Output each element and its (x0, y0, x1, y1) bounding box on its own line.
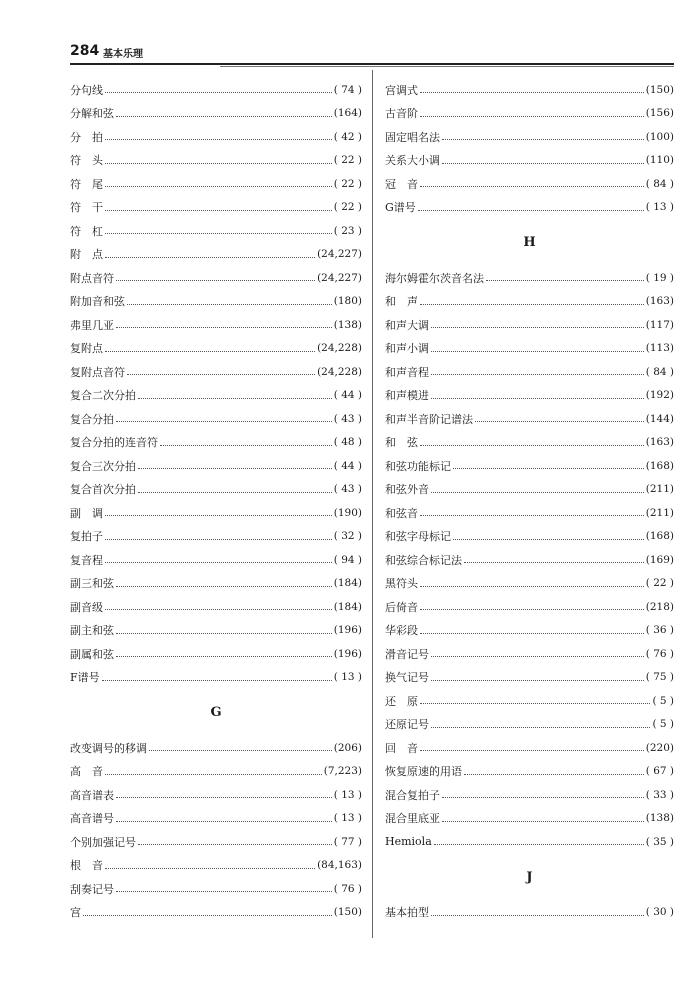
index-entry (385, 431, 674, 455)
index-term: 符 头 (70, 154, 103, 168)
index-entry (70, 877, 362, 901)
page-reference: (24,227) (317, 248, 362, 261)
index-group-j (385, 901, 674, 925)
dot-leader (116, 327, 332, 328)
dot-leader (453, 539, 644, 540)
index-entry (70, 666, 362, 690)
index-term: F谱号 (70, 671, 100, 685)
index-entry (70, 360, 362, 384)
page-reference: ( 13 ) (333, 788, 362, 801)
index-term: 符 尾 (70, 177, 103, 191)
index-term: 附点音符 (70, 271, 114, 285)
page-reference: ( 67 ) (645, 765, 674, 778)
index-entry (385, 266, 674, 290)
page-reference: (24,228) (317, 365, 362, 378)
page-reference: (24,228) (317, 342, 362, 355)
header-rule-thin (220, 66, 674, 67)
index-term: 复附点 (70, 342, 103, 356)
index-term: 复合三次分拍 (70, 459, 136, 473)
page-reference: ( 22 ) (333, 201, 362, 214)
page-reference: ( 32 ) (333, 530, 362, 543)
index-term: 弗里几亚 (70, 318, 114, 332)
index-term: 滑音记号 (385, 647, 429, 661)
page-reference: ( 13 ) (333, 671, 362, 684)
index-term: 复合分拍的连音符 (70, 436, 158, 450)
page-reference: (117) (645, 318, 674, 331)
page-reference: ( 76 ) (333, 882, 362, 895)
dot-leader (420, 703, 650, 704)
index-entry (70, 407, 362, 431)
index-entry (70, 760, 362, 784)
index-term: 复音程 (70, 553, 103, 567)
page-reference: (192) (645, 389, 674, 402)
index-group-f (70, 78, 362, 689)
index-entry (385, 149, 674, 173)
index-entry (70, 830, 362, 854)
page-reference: (180) (333, 295, 362, 308)
index-term: 黑符头 (385, 577, 418, 591)
index-term: 和弦综合标记法 (385, 553, 462, 567)
dot-leader (420, 633, 644, 634)
index-entry (70, 125, 362, 149)
page-reference: ( 13 ) (645, 201, 674, 214)
dot-leader (138, 844, 332, 845)
index-entry (70, 78, 362, 102)
dot-leader (138, 492, 332, 493)
page-reference: (24,227) (317, 271, 362, 284)
dot-leader (442, 139, 644, 140)
index-entry (70, 149, 362, 173)
index-entry (385, 760, 674, 784)
index-entry (385, 78, 674, 102)
index-entry (385, 736, 674, 760)
index-entry (385, 196, 674, 220)
index-term: 附 点 (70, 248, 103, 262)
dot-leader (102, 680, 332, 681)
dot-leader (442, 163, 644, 164)
index-term: 换气记号 (385, 671, 429, 685)
index-term: 关系大小调 (385, 154, 440, 168)
dot-leader (105, 609, 332, 610)
index-term: 复合分拍 (70, 412, 114, 426)
page-reference: (144) (645, 412, 674, 425)
header-rule (70, 63, 674, 65)
dot-leader (105, 562, 332, 563)
index-entry (70, 619, 362, 643)
dot-leader (105, 139, 332, 140)
page-reference: (168) (645, 459, 674, 472)
index-term: 副主和弦 (70, 624, 114, 638)
page-reference: (113) (645, 342, 674, 355)
dot-leader (431, 656, 644, 657)
dot-leader (105, 351, 315, 352)
index-entry (70, 548, 362, 572)
index-term: 高音谱号 (70, 812, 114, 826)
index-term: 高 音 (70, 765, 103, 779)
index-term: 海尔姆霍尔茨音名法 (385, 271, 484, 285)
index-term: 宫调式 (385, 83, 418, 97)
index-entry (385, 830, 674, 854)
page-reference: ( 43 ) (333, 412, 362, 425)
page-reference: ( 44 ) (333, 459, 362, 472)
dot-leader (431, 398, 644, 399)
index-entry (385, 595, 674, 619)
index-entry (70, 243, 362, 267)
index-term: 混合复拍子 (385, 788, 440, 802)
dot-leader (420, 186, 644, 187)
page-reference: ( 36 ) (645, 624, 674, 637)
page-reference: ( 19 ) (645, 271, 674, 284)
index-term: 分句线 (70, 83, 103, 97)
index-column-left (70, 78, 362, 924)
index-term: 固定唱名法 (385, 130, 440, 144)
index-entry (385, 783, 674, 807)
index-term: 复合首次分拍 (70, 483, 136, 497)
index-entry (70, 736, 362, 760)
dot-leader (138, 468, 332, 469)
dot-leader (116, 797, 332, 798)
index-entry (70, 337, 362, 361)
page-reference: ( 94 ) (333, 553, 362, 566)
index-term: 个别加强记号 (70, 835, 136, 849)
index-term: 附加音和弦 (70, 295, 125, 309)
page-reference: ( 35 ) (645, 835, 674, 848)
page-reference: (184) (333, 577, 362, 590)
book-title: 基本乐理 (103, 49, 143, 60)
index-entry (70, 290, 362, 314)
page-reference: (196) (333, 624, 362, 637)
page-reference: ( 48 ) (333, 436, 362, 449)
dot-leader (431, 727, 650, 728)
index-entry (385, 548, 674, 572)
dot-leader (420, 609, 644, 610)
page-reference: ( 33 ) (645, 788, 674, 801)
index-term: 副三和弦 (70, 577, 114, 591)
index-term: 分 拍 (70, 130, 103, 144)
page-reference: ( 43 ) (333, 483, 362, 496)
index-entry (385, 807, 674, 831)
index-term: Hemiola (385, 835, 432, 849)
dot-leader (116, 821, 332, 822)
dot-leader (434, 844, 644, 845)
dot-leader (138, 398, 332, 399)
index-entry (70, 595, 362, 619)
page-reference: (220) (645, 741, 674, 754)
index-term: 古音阶 (385, 107, 418, 121)
index-entry (385, 337, 674, 361)
index-entry (70, 525, 362, 549)
index-entry (70, 854, 362, 878)
column-divider (372, 70, 373, 938)
index-entry (385, 125, 674, 149)
running-header (70, 43, 674, 65)
index-entry (70, 807, 362, 831)
index-term: 复合二次分拍 (70, 389, 136, 403)
page-reference: ( 76 ) (645, 647, 674, 660)
index-entry (385, 407, 674, 431)
dot-leader (453, 468, 644, 469)
index-term: 根 音 (70, 859, 103, 873)
dot-leader (420, 445, 644, 446)
index-entry (385, 525, 674, 549)
dot-leader (431, 915, 644, 916)
index-entry (70, 642, 362, 666)
page-reference: (211) (645, 483, 674, 496)
index-term: 改变调号的移调 (70, 741, 147, 755)
page-reference: ( 22 ) (333, 154, 362, 167)
dot-leader (105, 163, 332, 164)
index-term: 刮奏记号 (70, 882, 114, 896)
dot-leader (127, 304, 332, 305)
index-term: 恢复原速的用语 (385, 765, 462, 779)
index-term: 复拍子 (70, 530, 103, 544)
page-reference: (168) (645, 530, 674, 543)
page-reference: ( 23 ) (333, 224, 362, 237)
page-reference: (206) (333, 741, 362, 754)
index-entry (385, 619, 674, 643)
index-entry (385, 713, 674, 737)
page-reference: (169) (645, 553, 674, 566)
index-entry (385, 901, 674, 925)
index-entry (385, 454, 674, 478)
page-reference: (163) (645, 295, 674, 308)
page-reference: (150) (333, 906, 362, 919)
index-entry (70, 783, 362, 807)
index-term: 副音级 (70, 600, 103, 614)
index-term: 后倚音 (385, 600, 418, 614)
index-term: 符 干 (70, 201, 103, 215)
page-reference: ( 5 ) (652, 694, 674, 707)
dot-leader (431, 327, 644, 328)
page-reference: ( 13 ) (333, 812, 362, 825)
page-reference: ( 30 ) (645, 906, 674, 919)
index-entry (385, 313, 674, 337)
index-entry (385, 689, 674, 713)
index-term: 副 调 (70, 506, 103, 520)
index-term: 和声大调 (385, 318, 429, 332)
dot-leader (105, 257, 315, 258)
page-reference: ( 22 ) (333, 177, 362, 190)
index-term: G谱号 (385, 201, 416, 215)
index-term: 分解和弦 (70, 107, 114, 121)
index-entry (70, 266, 362, 290)
page-reference: ( 84 ) (645, 177, 674, 190)
page-reference: (196) (333, 647, 362, 660)
index-term: 高音谱表 (70, 788, 114, 802)
dot-leader (116, 421, 332, 422)
page-reference: ( 5 ) (652, 718, 674, 731)
index-term: 混合里底亚 (385, 812, 440, 826)
index-group-h (385, 266, 674, 854)
index-entry (385, 290, 674, 314)
index-entry (70, 501, 362, 525)
index-entry (70, 102, 362, 126)
index-entry (385, 572, 674, 596)
index-entry (70, 901, 362, 925)
dot-leader (464, 562, 644, 563)
dot-leader (105, 539, 332, 540)
dot-leader (105, 210, 332, 211)
dot-leader (418, 210, 644, 211)
dot-leader (116, 633, 332, 634)
index-term: 和声音程 (385, 365, 429, 379)
dot-leader (83, 915, 332, 916)
index-entry (385, 501, 674, 525)
index-term: 冠 音 (385, 177, 418, 191)
dot-leader (431, 680, 644, 681)
page-reference: (156) (645, 107, 674, 120)
index-entry (70, 313, 362, 337)
dot-leader (116, 116, 332, 117)
dot-leader (431, 351, 644, 352)
index-entry (385, 642, 674, 666)
index-column-right (385, 78, 674, 924)
section-heading-h: H (523, 235, 536, 250)
index-entry (385, 172, 674, 196)
page-reference: (138) (333, 318, 362, 331)
dot-leader (464, 774, 644, 775)
dot-leader (116, 891, 332, 892)
page-reference: (218) (645, 600, 674, 613)
index-entry (70, 572, 362, 596)
page-reference: (100) (645, 130, 674, 143)
dot-leader (105, 92, 332, 93)
dot-leader (116, 656, 332, 657)
page-reference: (150) (645, 83, 674, 96)
index-entry (70, 431, 362, 455)
dot-leader (116, 586, 332, 587)
page-reference: (138) (645, 812, 674, 825)
index-term: 符 杠 (70, 224, 103, 238)
dot-leader (420, 586, 644, 587)
index-term: 和声模进 (385, 389, 429, 403)
index-entry (385, 666, 674, 690)
index-term: 华彩段 (385, 624, 418, 638)
index-entry (385, 360, 674, 384)
dot-leader (431, 374, 644, 375)
dot-leader (420, 515, 644, 516)
dot-leader (420, 750, 644, 751)
index-term: 复附点音符 (70, 365, 125, 379)
index-term: 宫 (70, 906, 81, 920)
dot-leader (431, 492, 644, 493)
index-entry (70, 172, 362, 196)
section-heading-g: G (210, 705, 222, 720)
section-heading-j: J (526, 869, 533, 885)
dot-leader (105, 774, 322, 775)
page-reference: (184) (333, 600, 362, 613)
index-term: 基本拍型 (385, 906, 429, 920)
index-entry (70, 478, 362, 502)
dot-leader (475, 421, 644, 422)
dot-leader (105, 868, 315, 869)
index-entry (70, 454, 362, 478)
index-term: 和弦功能标记 (385, 459, 451, 473)
index-term: 和弦音 (385, 506, 418, 520)
index-term: 还原记号 (385, 718, 429, 732)
index-term: 和弦外音 (385, 483, 429, 497)
dot-leader (105, 233, 332, 234)
index-entry (385, 384, 674, 408)
dot-leader (127, 374, 315, 375)
index-entry (385, 102, 674, 126)
index-entry (70, 384, 362, 408)
page-reference: ( 74 ) (333, 83, 362, 96)
dot-leader (116, 280, 315, 281)
dot-leader (149, 750, 332, 751)
dot-leader (420, 304, 644, 305)
index-entry (70, 219, 362, 243)
index-term: 回 音 (385, 741, 418, 755)
index-term: 和 声 (385, 295, 418, 309)
index-term: 和声半音阶记谱法 (385, 412, 473, 426)
page-reference: (110) (645, 154, 674, 167)
page-reference: (164) (333, 107, 362, 120)
dot-leader (105, 515, 332, 516)
dot-leader (420, 92, 644, 93)
page-reference: (163) (645, 436, 674, 449)
page-number: 284 (70, 43, 100, 59)
index-term: 还 原 (385, 694, 418, 708)
index-term: 副属和弦 (70, 647, 114, 661)
page-reference: ( 75 ) (645, 671, 674, 684)
dot-leader (160, 445, 332, 446)
index-group-g-continued (385, 78, 674, 219)
index-term: 和 弦 (385, 436, 418, 450)
index-group-g (70, 736, 362, 924)
dot-leader (420, 116, 644, 117)
page-reference: (84,163) (317, 859, 362, 872)
page-reference: (190) (333, 506, 362, 519)
index-term: 和弦字母标记 (385, 530, 451, 544)
dot-leader (442, 821, 644, 822)
page-reference: ( 42 ) (333, 130, 362, 143)
dot-leader (486, 280, 644, 281)
page-reference: (7,223) (323, 765, 362, 778)
index-term: 和声小调 (385, 342, 429, 356)
index-entry (385, 478, 674, 502)
page-reference: ( 22 ) (645, 577, 674, 590)
index-entry (70, 196, 362, 220)
page-reference: ( 84 ) (645, 365, 674, 378)
page-reference: (211) (645, 506, 674, 519)
dot-leader (105, 186, 332, 187)
dot-leader (442, 797, 644, 798)
page-reference: ( 44 ) (333, 389, 362, 402)
page-reference: ( 77 ) (333, 835, 362, 848)
